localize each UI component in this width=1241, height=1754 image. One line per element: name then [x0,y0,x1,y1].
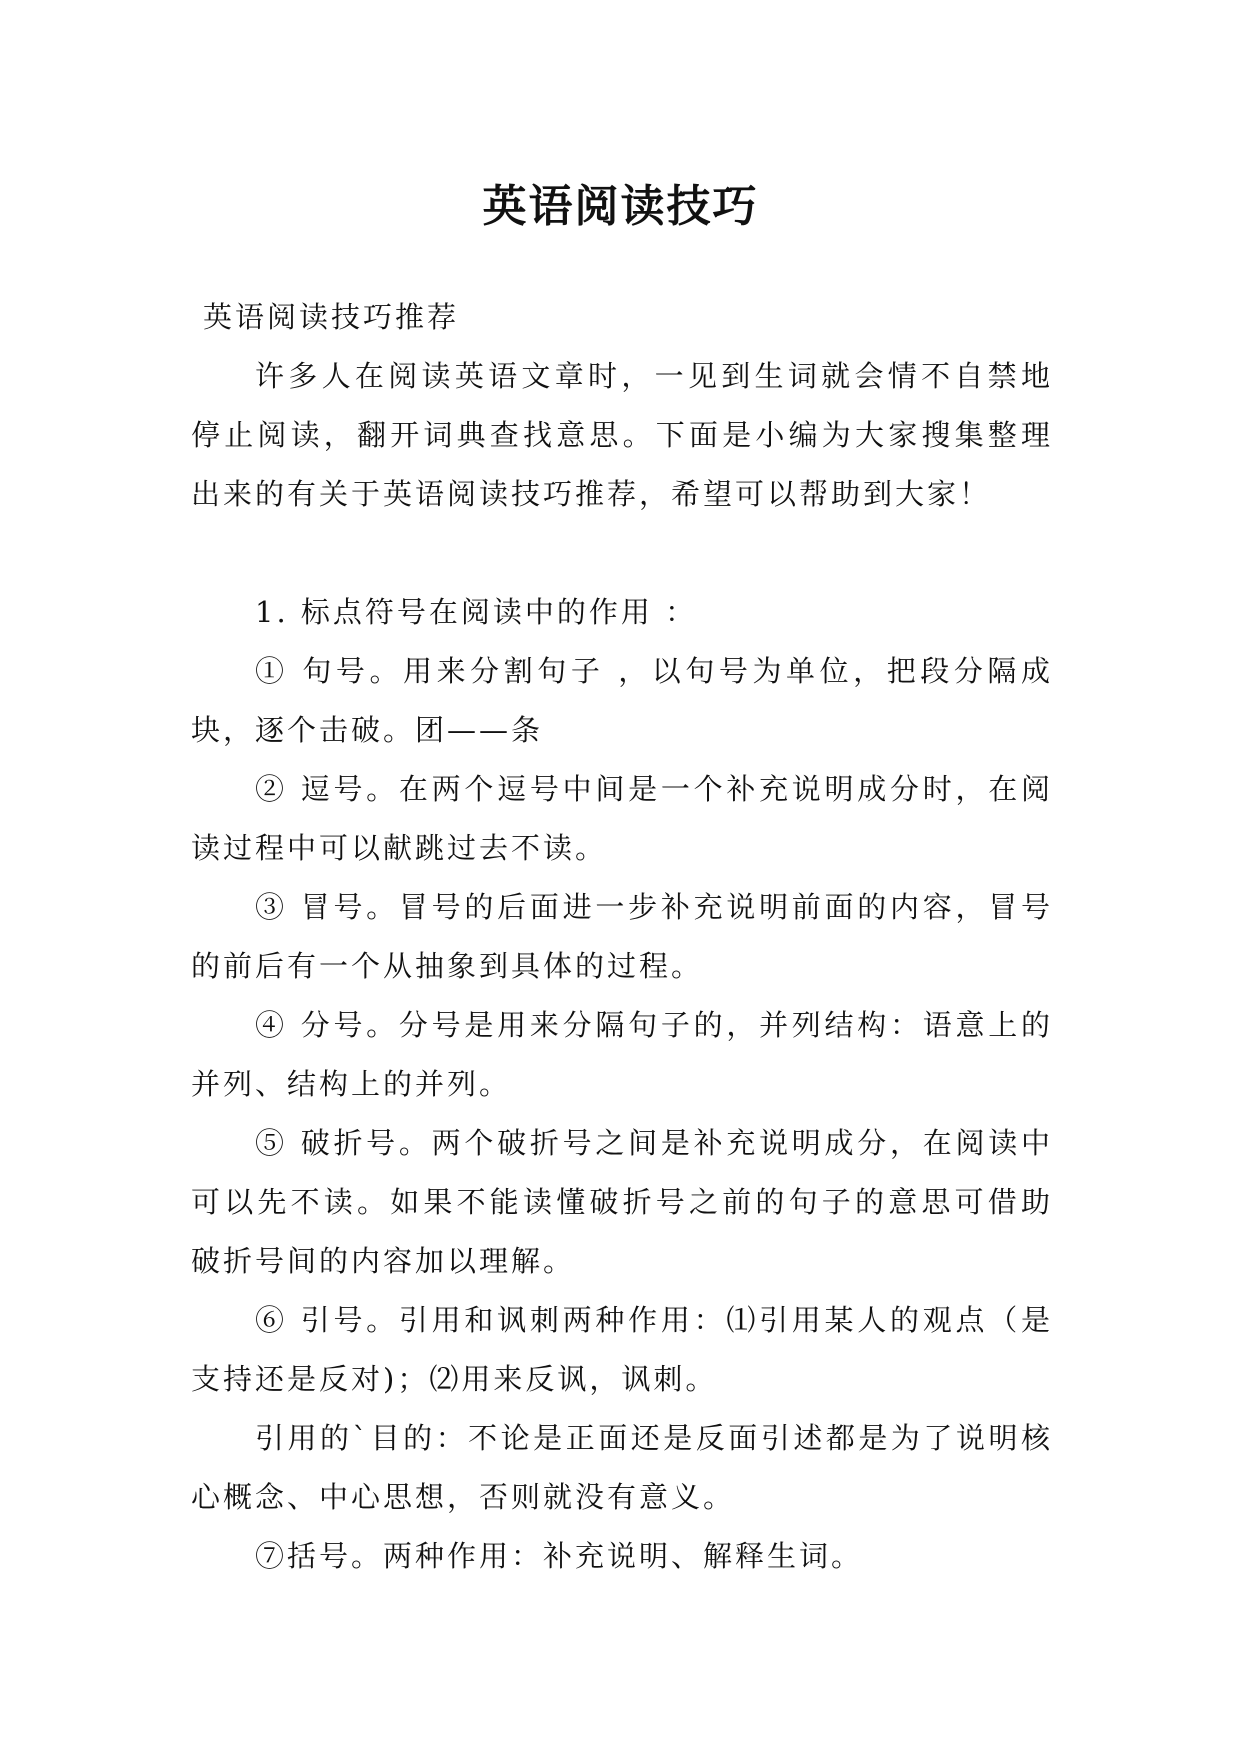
paragraph-spacer [191,524,1053,583]
section-heading: 1. 标点符号在阅读中的作用 ： [255,595,698,629]
punctuation-item-comma: ② 逗号。在两个逗号中间是一个补充说明成分时，在阅读过程中可以献跳过去不读。 [191,772,1053,865]
quote-purpose-paragraph: 引用的`目的：不论是正面还是反面引述都是为了说明核心概念、中心思想，否则就没有意义。 [191,1421,1053,1514]
document-subtitle: 英语阅读技巧推荐 [203,300,460,334]
intro-paragraph: 许多人在阅读英语文章时，一见到生词就会情不自禁地停止阅读，翻开词典查找意思。下面是小编为大家搜集整理出来的有关于英语阅读技巧推荐，希望可以帮助到大家！ [191,359,1053,511]
punctuation-item-period: ① 句号。用来分割句子 ，以句号为单位，把段分隔成块，逐个击破。团——条 [191,654,1053,747]
document-body [191,288,1053,1586]
document-title: 英语阅读技巧 [482,181,759,233]
punctuation-item-semicolon: ④ 分号。分号是用来分隔句子的，并列结构：语意上的并列、结构上的并列。 [191,1008,1053,1101]
punctuation-item-dash: ⑤ 破折号。两个破折号之间是补充说明成分，在阅读中可以先不读。如果不能读懂破折号之前的句子的意思可借助破折号间的内容加以理解。 [191,1126,1053,1278]
punctuation-item-colon: ③ 冒号。冒号的后面进一步补充说明前面的内容，冒号的前后有一个从抽象到具体的过程。 [191,890,1053,983]
punctuation-item-brackets: ⑦括号。两种作用：补充说明、解释生词。 [255,1539,864,1573]
punctuation-item-quotes: ⑥ 引号。引用和讽刺两种作用：⑴引用某人的观点（是支持还是反对)；⑵用来反讽，讽刺。 [191,1303,1053,1396]
